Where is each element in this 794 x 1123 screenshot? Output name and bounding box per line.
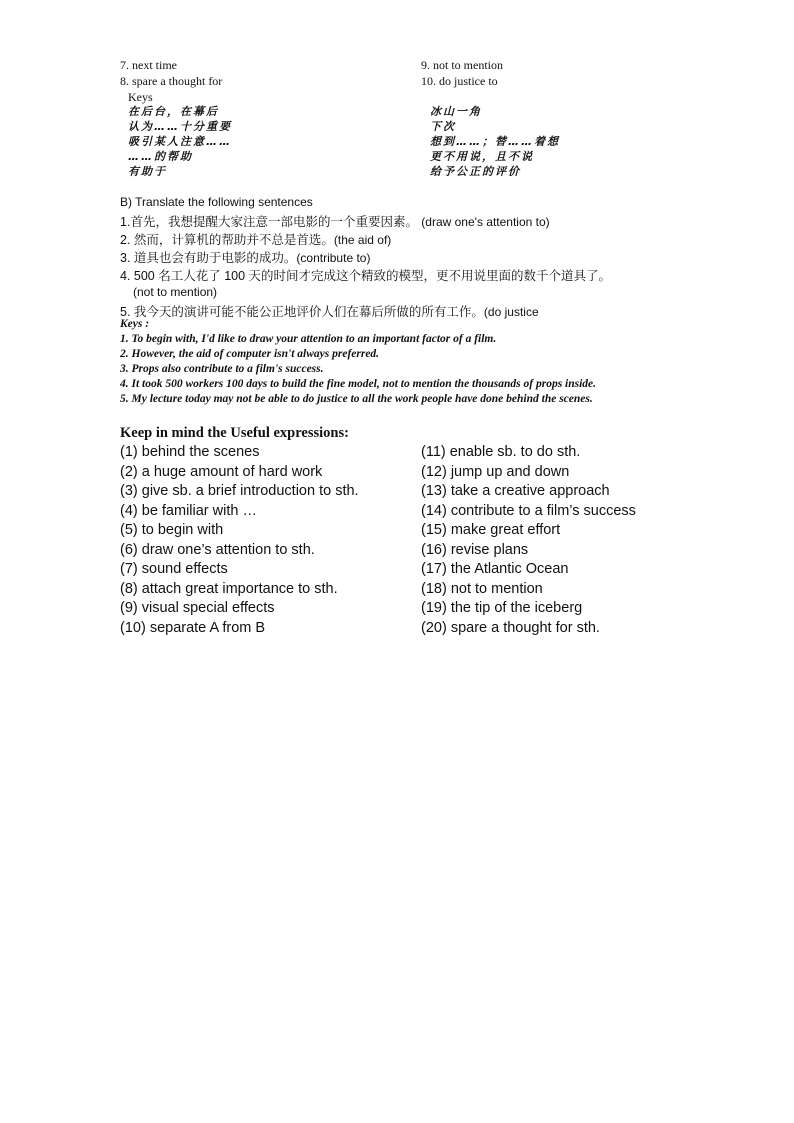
sentence-hint: (contribute to) — [296, 251, 371, 265]
expression-item: (6) draw one’s attention to sth. — [120, 541, 315, 558]
expression-item: (14) contribute to a film’s success — [421, 502, 636, 519]
translation-heading: B) Translate the following sentences — [120, 195, 313, 209]
phrase-item-8: 8. spare a thought for — [120, 74, 223, 88]
translation-sentence-5 — [120, 302, 539, 320]
expression-item: (18) not to mention — [421, 580, 543, 597]
expression-item: (17) the Atlantic Ocean — [421, 561, 569, 577]
sentence-number: 3. — [120, 251, 134, 265]
sentence-hint: (the aid of) — [333, 233, 392, 247]
key-item: 更不用说，且不说 — [430, 150, 534, 163]
sentence-number: 2. — [120, 233, 134, 247]
key-item: 吸引某人注意…… — [128, 135, 232, 148]
phrase-item-9: 9. not to mention — [421, 58, 503, 72]
useful-expressions-left — [120, 443, 359, 638]
sentence-number: 5. — [120, 305, 134, 319]
translation-sentence-2 — [120, 230, 391, 248]
keys-left-list — [128, 104, 232, 179]
expression-item: (11) enable sb. to do sth. — [421, 444, 581, 460]
expression-item: (12) jump up and down — [421, 463, 570, 480]
translation-key-4: 4. It took 500 workers 100 days to build the fine model, not to mention the thousands of props inside. — [120, 378, 597, 390]
key-item: 给予公正的评价 — [430, 165, 521, 178]
useful-expressions-right — [421, 443, 636, 638]
expression-item: (16) revise plans — [421, 541, 529, 558]
keys-label: Keys — [128, 90, 153, 104]
sentence-chinese: 首先，我想提醒大家注意一部电影的一个重要因素。 — [130, 215, 418, 229]
translation-sentence-3 — [120, 248, 370, 266]
sentence-chinese: 道具也会有助于电影的成功。 — [133, 251, 297, 265]
sentence-chinese: 名工人花了 100 天的时间才完成这个精致的模型，更不用说里面的数千个道具了。 — [158, 269, 612, 283]
expression-item: (20) spare a thought for sth. — [421, 619, 600, 636]
key-item: 冰山一角 — [430, 105, 482, 118]
expression-item: (10) separate A from B — [120, 619, 266, 636]
sentence-number: 4. 500 — [120, 269, 159, 283]
translation-key-3: 3. Props also contribute to a film's success. — [120, 363, 324, 375]
sentence-chinese: 然而，计算机的帮助并不总是首选。 — [133, 233, 334, 247]
key-item: 有助于 — [128, 165, 167, 178]
expression-item: (8) attach great importance to sth. — [120, 580, 338, 597]
phrase-item-7: 7. next time — [120, 58, 177, 72]
sentence-chinese: 我今天的演讲可能不能公正地评价人们在幕后所做的所有工作。 — [133, 305, 484, 319]
expression-item: (4) be familiar with … — [120, 502, 257, 519]
translation-keys-label: Keys : — [120, 318, 150, 330]
sentence-4-hint: (not to mention) — [133, 285, 218, 299]
key-item: 想到……；替……着想 — [430, 135, 560, 148]
key-item: ……的帮助 — [128, 150, 193, 163]
expression-item: (19) the tip of the iceberg — [421, 600, 583, 616]
sentence-hint: (do justice — [483, 305, 539, 319]
translation-key-1: 1. To begin with, I'd like to draw your attention to an important factor of a film. — [120, 333, 497, 345]
expression-item: (9) visual special effects — [120, 600, 275, 616]
key-item: 下次 — [430, 120, 456, 133]
expression-item: (3) give sb. a brief introduction to sth. — [120, 483, 359, 499]
key-item: 在后台，在幕后 — [128, 105, 219, 118]
key-item: 认为……十分重要 — [128, 120, 232, 133]
translation-sentence-4 — [120, 266, 611, 284]
translation-key-5: 5. My lecture today may not be able to do justice to all the work people have done behind the scenes. — [120, 393, 593, 405]
sentence-number: 1. — [120, 215, 131, 229]
expression-item: (5) to begin with — [120, 522, 224, 538]
translation-key-2: 2. However, the aid of computer isn't always preferred. — [120, 348, 380, 360]
expression-item: (7) sound effects — [120, 561, 228, 577]
expression-item: (1) behind the scenes — [120, 444, 260, 460]
translation-sentence-1 — [120, 212, 550, 230]
expression-item: (15) make great effort — [421, 522, 561, 538]
keys-right-list — [430, 104, 560, 179]
useful-expressions-heading: Keep in mind the Useful expressions: — [120, 425, 349, 441]
expression-item: (2) a huge amount of hard work — [120, 463, 323, 480]
expression-item: (13) take a creative approach — [421, 483, 610, 499]
phrase-item-10: 10. do justice to — [421, 74, 498, 88]
sentence-hint: (draw one's attention to) — [417, 215, 550, 229]
